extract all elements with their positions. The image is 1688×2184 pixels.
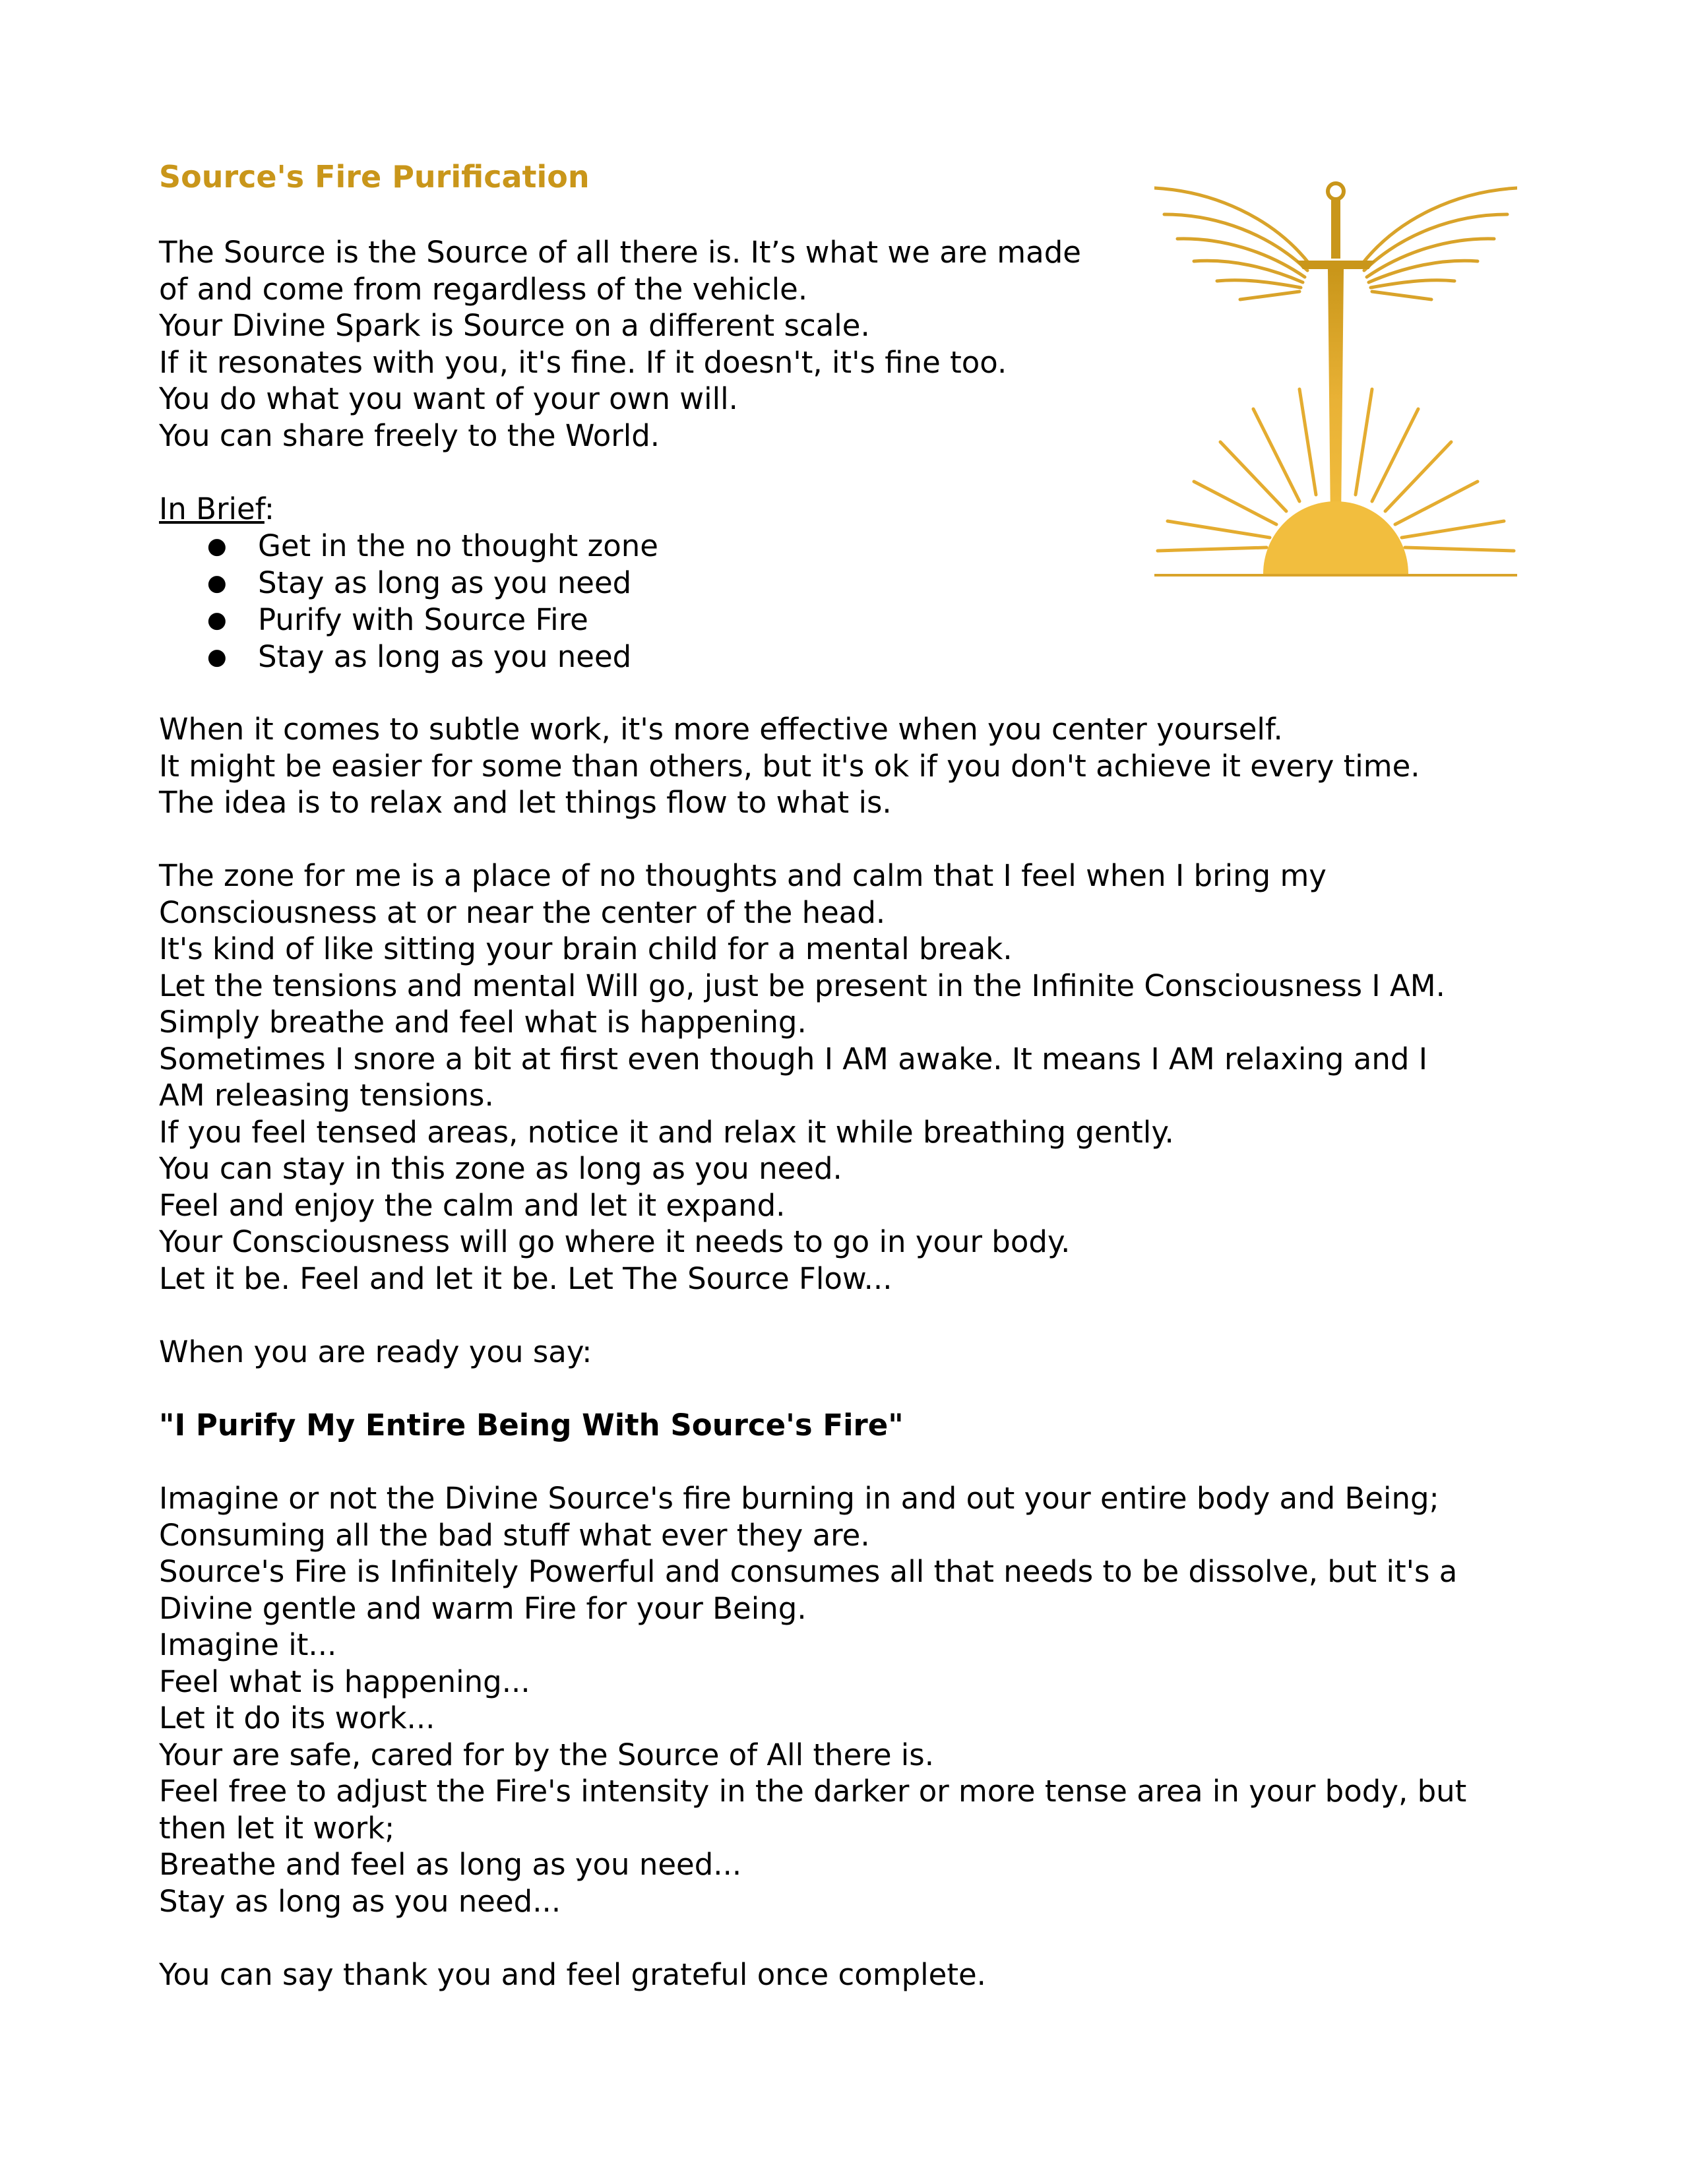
zone-line: The zone for me is a place of no thoughts and calm that I feel when I bring my [159, 858, 1327, 893]
center-line: The idea is to relax and let things flow to what is. [159, 785, 892, 820]
in-brief-colon: : [264, 491, 275, 526]
imagine-line: Feel free to adjust the Fire's intensity in the darker or more tense area in your body, but [159, 1774, 1467, 1809]
center-line: When it comes to subtle work, it's more effective when you center yourself. [159, 712, 1283, 747]
zone-line: Let it be. Feel and let it be. Let The Source Flow... [159, 1261, 892, 1296]
intro-line: of and come from regardless of the vehicle. [159, 272, 808, 307]
intro-line: You do what you want of your own will. [159, 381, 738, 416]
affirmation: "I Purify My Entire Being With Source's Fire" [159, 1408, 904, 1443]
zone-line: Simply breathe and feel what is happening. [159, 1005, 807, 1040]
bullet-icon: ● [207, 607, 227, 633]
intro-line: Your Divine Spark is Source on a different scale. [159, 308, 870, 343]
bullet-icon: ● [207, 570, 227, 596]
intro-line: The Source is the Source of all there is. It’s what we are made [159, 235, 1081, 270]
imagine-line: Imagine or not the Divine Source's fire burning in and out your entire body and Being; [159, 1481, 1439, 1516]
zone-line: AM releasing tensions. [159, 1078, 494, 1113]
imagine-line: Feel what is happening... [159, 1664, 530, 1699]
zone-line: It's kind of like sitting your brain child for a mental break. [159, 931, 1013, 966]
center-line: It might be easier for some than others, but it's ok if you don't achieve it every time. [159, 749, 1420, 784]
closing-line: You can say thank you and feel grateful once complete. [159, 1957, 986, 1992]
imagine-line: Stay as long as you need... [159, 1884, 561, 1919]
imagine-line: Source's Fire is Infinitely Powerful and consumes all that needs to be dissolve, but it's a [159, 1554, 1458, 1589]
zone-line: Let the tensions and mental Will go, just be present in the Infinite Consciousness I AM. [159, 968, 1445, 1003]
imagine-line: then let it work; [159, 1811, 395, 1846]
imagine-line: Imagine it... [159, 1627, 337, 1662]
imagine-line: Divine gentle and warm Fire for your Being. [159, 1591, 807, 1626]
intro-line: If it resonates with you, it's fine. If it doesn't, it's fine too. [159, 345, 1007, 380]
imagine-line: Consuming all the bad stuff what ever they are. [159, 1518, 870, 1553]
zone-line: Sometimes I snore a bit at first even though I AM awake. It means I AM relaxing and I [159, 1042, 1428, 1076]
imagine-line: Your are safe, cared for by the Source of All there is. [159, 1737, 935, 1772]
list-item-text: Purify with Source Fire [258, 602, 588, 637]
ready-line: When you are ready you say: [159, 1334, 592, 1369]
zone-line: Feel and enjoy the calm and let it expand. [159, 1188, 786, 1223]
zone-line: If you feel tensed areas, notice it and relax it while breathing gently. [159, 1115, 1174, 1150]
bullet-icon: ● [207, 644, 227, 670]
imagine-line: Let it do its work... [159, 1700, 435, 1735]
list-item-text: Stay as long as you need [258, 565, 632, 600]
in-brief-heading [159, 491, 274, 528]
zone-line: Consciousness at or near the center of the head. [159, 895, 886, 930]
in-brief-label: In Brief [159, 491, 265, 526]
winged-sword-sunrise-icon [1154, 178, 1517, 580]
zone-line: You can stay in this zone as long as you need. [159, 1151, 842, 1186]
zone-line: Your Consciousness will go where it needs to go in your body. [159, 1224, 1071, 1259]
intro-line: You can share freely to the World. [159, 418, 660, 453]
document-title: Source's Fire Purification [159, 159, 590, 195]
bullet-icon: ● [207, 533, 227, 559]
list-item-text: Stay as long as you need [258, 639, 632, 674]
list-item-text: Get in the no thought zone [258, 528, 658, 563]
imagine-line: Breathe and feel as long as you need... [159, 1847, 742, 1882]
